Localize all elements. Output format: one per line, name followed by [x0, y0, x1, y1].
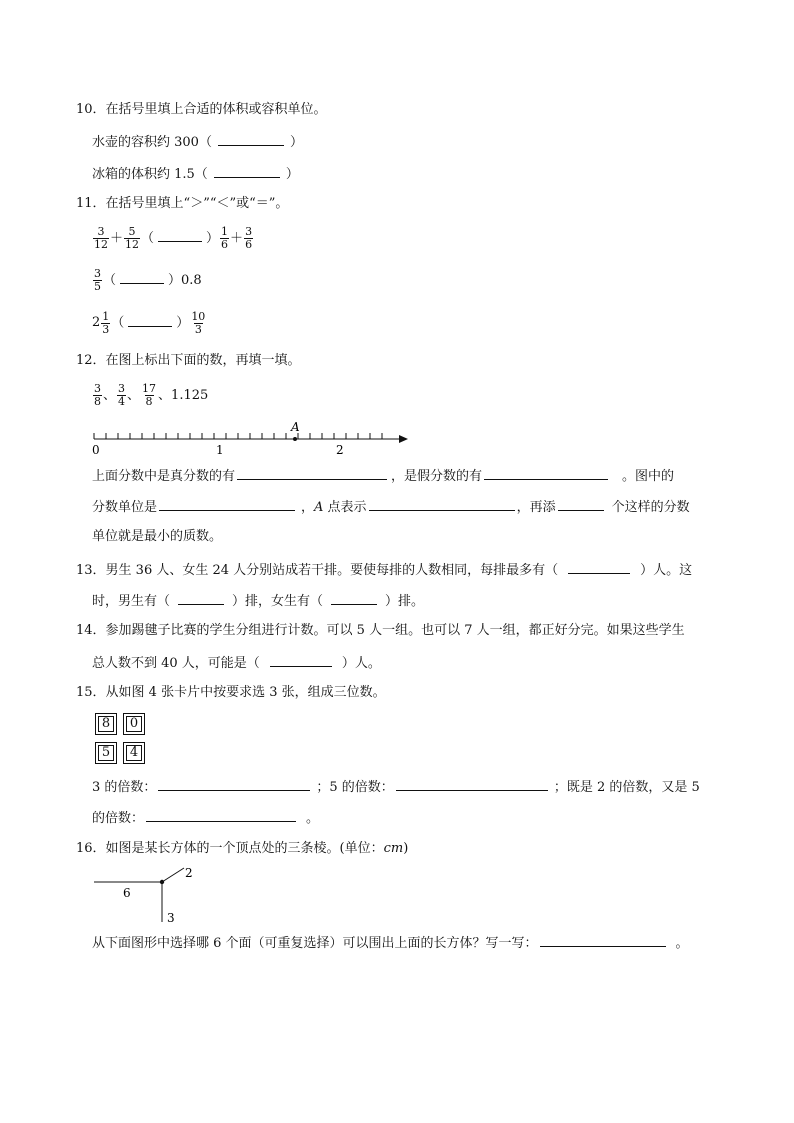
frac-denominator: 6: [245, 238, 253, 251]
q12-line1: [92, 465, 674, 487]
frac-numerator: 3: [118, 382, 126, 395]
q16-title: [76, 839, 408, 859]
plus-sign: ＋: [230, 231, 244, 246]
q13-blank-girls[interactable]: [331, 590, 377, 605]
q12-text2f: 个这样的分数: [611, 500, 690, 515]
q14-text2b: ）人。: [341, 656, 381, 671]
q11-r2-right: 0.8: [181, 273, 202, 288]
q12-text2e: ，再添: [516, 500, 556, 515]
q10-close2: ）: [285, 167, 299, 182]
q11-r3-mixed: [92, 305, 111, 341]
q10-line1-text: 水壶的容积约 300（: [92, 135, 212, 150]
q15-text2b: 。: [306, 811, 320, 826]
q13-line2: [92, 590, 424, 612]
q12-frac-1: [93, 383, 102, 408]
q12-text2d: 点表示: [323, 500, 367, 515]
axis-label-1: 1: [216, 443, 224, 457]
frac-numerator: 3: [94, 267, 101, 280]
q15-text1a: 3 的倍数：: [92, 780, 157, 795]
q11-blank2[interactable]: [120, 269, 164, 284]
frac-denominator: 8: [94, 395, 101, 408]
point-a-dot: [293, 437, 297, 441]
q15-text1b: ；5 的倍数：: [316, 780, 394, 795]
q11-title: 11．在括号里填上“＞”“＜”或“＝”。: [76, 196, 289, 211]
q11-blank3[interactable]: [128, 312, 172, 327]
card-4: 4: [123, 742, 145, 764]
q12-text2a: 分数单位是: [92, 500, 158, 515]
q15-blank-mult5[interactable]: [396, 776, 548, 791]
frac-denominator: 6: [221, 238, 229, 251]
q11-blank1[interactable]: [158, 227, 202, 242]
q13-text1b: ）人。这: [640, 563, 693, 578]
edge-length-label: 6: [123, 886, 131, 900]
separator: 、: [127, 388, 141, 403]
q12-blank-improper[interactable]: [484, 465, 608, 480]
q16-question-end: 。: [675, 936, 689, 951]
q12-blank-a[interactable]: [369, 496, 515, 511]
q12-text2c: A: [314, 500, 324, 515]
q10-blank1[interactable]: [218, 131, 284, 146]
separator: 、: [103, 388, 117, 403]
q16-blank[interactable]: [540, 932, 666, 947]
q10-line2-text: 冰箱的体积约 1.5（: [92, 167, 208, 182]
frac-numerator: 17: [142, 382, 157, 395]
q11-row3: [92, 305, 207, 341]
open-paren: （: [111, 315, 125, 331]
q12-numbers: [92, 378, 208, 414]
q12-blank-proper[interactable]: [237, 465, 387, 480]
frac-denominator: 5: [94, 280, 101, 293]
number-line: [88, 418, 418, 458]
q12-text1b: ，是假分数的有: [391, 469, 483, 484]
q12-decimal: 1.125: [171, 388, 209, 403]
frac-denominator: 12: [125, 238, 140, 251]
q11-r1-frac-a: [93, 226, 109, 251]
q13-blank-boys[interactable]: [178, 590, 224, 605]
frac-numerator: 1: [102, 309, 110, 323]
arrow-right-icon: [399, 435, 408, 443]
open-paren: （: [103, 273, 117, 288]
close-paren: ）: [176, 315, 190, 331]
q15-blank-mult10[interactable]: [146, 807, 296, 822]
q12-text1a: 上面分数中是真分数的有: [92, 469, 236, 484]
q10-blank2[interactable]: [214, 163, 280, 178]
q11-row1: [92, 221, 254, 257]
axis-label-0: 0: [92, 443, 100, 457]
q12-blank-unit[interactable]: [159, 496, 295, 511]
q11-r1-frac-c: [220, 226, 229, 251]
q16-title-end: ): [403, 841, 409, 856]
frac-denominator: 12: [94, 238, 108, 251]
q10-line2: [92, 163, 299, 185]
q15-text2a: 的倍数：: [92, 811, 145, 826]
q14-line1: 14．参加踢毽子比赛的学生分组进行计数。可以 5 人一组。也可以 7 人一组，都正好分完。如果这些学生: [76, 623, 685, 638]
q11-r1-frac-b: [124, 226, 140, 251]
frac-numerator: 3: [245, 225, 253, 238]
q14-blank[interactable]: [270, 652, 332, 667]
edge-width-label: 2: [185, 866, 193, 880]
q11-row2: [92, 263, 202, 299]
frac-denominator: 3: [194, 322, 202, 336]
q10-close1: ）: [289, 135, 303, 150]
separator: 、: [158, 388, 172, 403]
q10-title: 10．在括号里填上合适的体积或容积单位。: [76, 102, 327, 117]
q12-line2: [92, 496, 690, 518]
card-8: 8: [95, 713, 117, 735]
q12-line3: 单位就是最小的质数。: [92, 529, 223, 544]
frac-numerator: 10: [191, 309, 206, 323]
q14-line2: [92, 652, 381, 674]
q11-r2-frac-a: [93, 268, 102, 293]
q13-blank-max[interactable]: [568, 559, 630, 574]
open-paren: （: [141, 231, 155, 246]
q15-blank-mult3[interactable]: [158, 776, 310, 791]
point-a-label: A: [291, 420, 300, 434]
q15-text1c: ；既是 2 的倍数，又是 5: [553, 780, 700, 795]
number-line-ticks: [94, 433, 382, 439]
q16-question: [92, 932, 689, 954]
q12-title: 12．在图上标出下面的数，再填一填。: [76, 353, 301, 368]
frac-numerator: 1: [221, 225, 229, 238]
close-paren: ）: [206, 231, 220, 246]
plus-sign: ＋: [110, 231, 124, 246]
mixed-whole: 2: [92, 315, 101, 330]
q12-blank-add[interactable]: [558, 496, 604, 511]
q15-title: 15．从如图 4 张卡片中按要求选 3 张，组成三位数。: [76, 685, 386, 700]
q14-text2a: 总人数不到 40 人，可能是（: [92, 656, 260, 671]
q13-text2b: ）排，女生有（: [232, 594, 324, 609]
frac-numerator: 5: [128, 225, 136, 238]
q13-line1: [76, 559, 692, 581]
frac-denominator: 4: [118, 395, 126, 408]
frac-numerator: 3: [97, 225, 105, 238]
vertex-dot: [160, 880, 164, 884]
q10-line1: [92, 131, 303, 153]
q16-question-text: 从下面图形中选择哪 6 个面（可重复选择）可以围出上面的长方体？写一写：: [92, 936, 538, 951]
q13-text2c: ）排。: [385, 594, 425, 609]
q16-unit: cm: [383, 841, 404, 856]
q12-frac-2: [117, 383, 126, 408]
q15-line1: [92, 776, 700, 798]
frac-denominator: 8: [145, 395, 153, 408]
card-5: 5: [95, 742, 117, 764]
edge-height-label: 3: [167, 911, 175, 925]
cuboid-vertex-diagram: [88, 862, 208, 926]
q16-title-text: 16．如图是某长方体的一个顶点处的三条棱。(单位：: [76, 841, 384, 856]
frac-denominator: 3: [102, 322, 110, 336]
q11-r1-frac-d: [244, 226, 253, 251]
card-0: 0: [123, 713, 145, 735]
q11-r3-frac-b: [190, 311, 206, 336]
q12-frac-3: [141, 383, 157, 408]
frac-numerator: 3: [94, 382, 101, 395]
edge-width-line: [162, 868, 184, 882]
q13-text2a: 时，男生有（: [92, 594, 171, 609]
q12-text2b: ，: [301, 500, 315, 515]
close-paren: ）: [168, 273, 182, 288]
q12-text1c: 。图中的: [622, 469, 675, 484]
q11-r3-frac-a: [101, 311, 110, 336]
q15-line2: [92, 807, 319, 829]
q13-text1a: 13．男生 36 人、女生 24 人分别站成若干排。要使每排的人数相同，每排最多有（: [76, 563, 559, 578]
axis-label-2: 2: [336, 443, 344, 457]
